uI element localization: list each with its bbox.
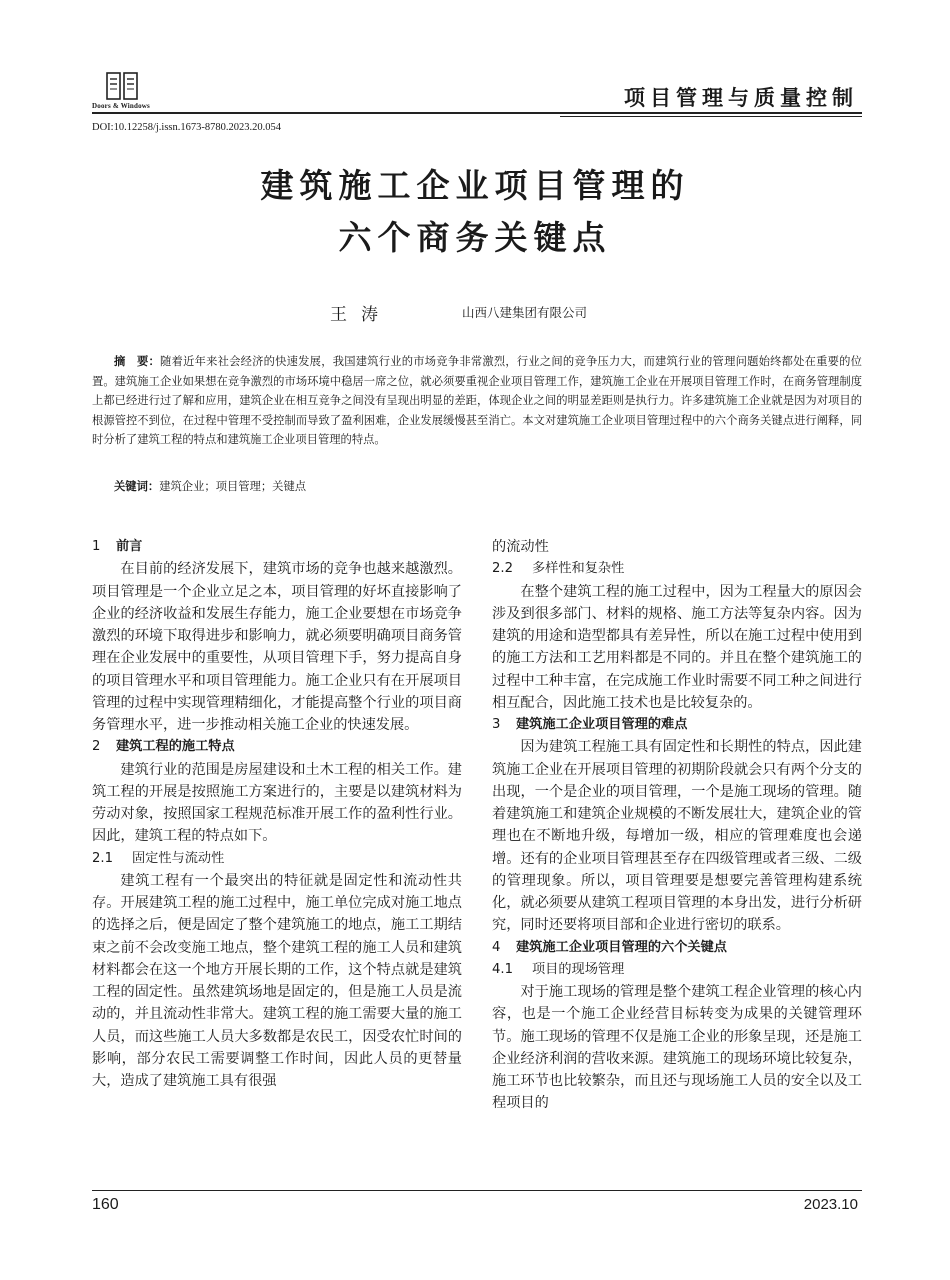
section-number: 4 bbox=[492, 939, 501, 955]
journal-logo bbox=[92, 72, 172, 114]
footer-divider bbox=[92, 1190, 862, 1191]
subsection-title-text: 多样性和复杂性 bbox=[532, 561, 625, 577]
affiliation: 山西八建集团有限公司 bbox=[462, 305, 588, 320]
article-title-line-1: 建筑施工企业项目管理的 bbox=[260, 166, 690, 205]
doi: DOI:10.12258/j.issn.1673-8780.2023.20.054 bbox=[92, 122, 281, 133]
keywords bbox=[114, 478, 306, 494]
section-title-text: 建筑施工企业项目管理的六个关键点 bbox=[516, 939, 727, 955]
abstract-text: 随着近年来社会经济的快速发展，我国建筑行业的市场竞争非常激烈，行业之间的竞争压力大，而建筑行业的管理问题始终都处在重要的位置。建筑施工企业如果想在竞争激烈的市场环境中稳居一席之位，就必须要重视企业项目管理工作，建筑施工企业在开展项目管理工作时，在商务管理制度上都已经进行过了解和应用，建筑企业在相互竞争之间没有呈现出明显的差距，体现企业之间的明显差距则是执行力。许多建筑施工企业就是因为对项目的根源管控不到位，在过程中管理不受控制而导致了盈利困难，企业发展缓慢甚至消亡。本文对建筑施工企业项目管理过程中的六个商务关键点进行阐释，同时分析了建筑工程的特点和建筑施工企业项目管理的特点。 bbox=[92, 355, 862, 446]
body-column-left bbox=[92, 536, 462, 1092]
section-title: 项目管理与质量控制 bbox=[624, 86, 858, 110]
subsection-heading bbox=[92, 848, 462, 870]
section-heading bbox=[92, 736, 462, 758]
section-title-text: 建筑施工企业项目管理的难点 bbox=[516, 717, 688, 732]
subsection-number: 2.2 bbox=[492, 561, 513, 577]
issue-date: 2023.10 bbox=[803, 1196, 858, 1213]
paragraph: 建筑工程有一个最突出的特征就是固定性和流动性共存。开展建筑工程的施工过程中，施工单位完成对施工地点的选择之后，便是固定了整个建筑施工的地点，施工工期结束之前不会改变施工地点，整个建筑工程的施工人员和建筑材料都会在这一个地方开展长期的工作，这个特点就是建筑工程的固定性。虽然建筑场地是固定的，但是施工人员是流动的，并且流动性非常大。建筑工程的施工需要大量的施工人员，而这些施工人员大多数都是农民工，因受农忙时间的影响，部分农民工需要调整工作时间，因此人员的更替量大，造成了建筑施工具有很强 bbox=[92, 872, 462, 1089]
keywords-label: 关键词： bbox=[114, 480, 160, 493]
section-number: 1 bbox=[92, 539, 101, 554]
paragraph: 在整个建筑工程的施工过程中，因为工程量大的原因会涉及到很多部门、材料的规格、施工方法等复杂内容。因为建筑的用途和造型都具有差异性，所以在施工过程中使用到的施工方法和工艺用料都是不同的。并且在整个建筑施工的过程中工种丰富，在完成施工作业时需要不同工种之间进行相互配合，因此施工技术也是比较复杂的。 bbox=[492, 583, 862, 711]
author: 王涛 bbox=[330, 305, 392, 325]
subsection-number: 2.1 bbox=[92, 850, 113, 866]
subsection-heading bbox=[492, 558, 862, 580]
page-number: 160 bbox=[92, 1196, 119, 1213]
article-title-line-2: 六个商务关键点 bbox=[338, 218, 612, 257]
header-divider bbox=[92, 112, 862, 114]
section-number: 3 bbox=[492, 717, 501, 732]
section-heading bbox=[92, 536, 462, 558]
subsection-title-text: 项目的现场管理 bbox=[532, 961, 625, 977]
section-heading bbox=[492, 937, 862, 959]
subsection-number: 4.1 bbox=[492, 961, 513, 977]
paragraph: 因为建筑工程施工具有固定性和长期性的特点，因此建筑施工企业在开展项目管理的初期阶段就会只有两个分支的出现，一个是企业的项目管理，一个是施工现场的管理。随着建筑施工和建筑企业规模的不断发展壮大，建筑企业的管理也在不断地升级，每增加一级，相应的管理难度也会递增。还有的企业项目管理甚至存在四级管理或者三级、二级的管理现象。所以，项目管理要是想要完善管理构建系统化，就必须要从建筑工程项目管理的本身出发，进行分析研究，同时还要将项目部和企业进行密切的联系。 bbox=[492, 739, 862, 934]
paragraph: 在目前的经济发展下，建筑市场的竞争也越来越激烈。项目管理是一个企业立足之本，项目管理的好坏直接影响了企业的经济收益和发展生存能力，施工企业要想在市场竞争激烈的环境下取得进步和影响力，就必须要明确项目商务管理在企业发展中的重要性，从项目管理下手，努力提高自身的项目管理水平和项目管理能力。施工企业只有在开展项目管理的过程中实现管理精细化，才能提高整个行业的项目商务管理水平，进一步推动相关施工企业的快速发展。 bbox=[92, 561, 462, 733]
paragraph-continuation: 的流动性 bbox=[492, 539, 549, 555]
abstract-label: 摘 要： bbox=[114, 355, 161, 368]
abstract bbox=[92, 352, 862, 450]
body-column-right bbox=[492, 536, 862, 1115]
keywords-text: 建筑企业；项目管理；关键点 bbox=[159, 480, 307, 493]
subsection-title-text: 固定性与流动性 bbox=[132, 850, 225, 866]
section-heading bbox=[492, 714, 862, 736]
subsection-heading bbox=[492, 959, 862, 981]
header-divider-thin bbox=[560, 116, 862, 117]
logo-text: Doors & Windows bbox=[92, 102, 150, 110]
paragraph: 建筑行业的范围是房屋建设和土木工程的相关工作。建筑工程的开展是按照施工方案进行的，主要是以建筑材料为劳动对象，按照国家工程规范标准开展工作的盈利性行业。因此，建筑工程的特点如下。 bbox=[92, 761, 462, 845]
section-title-text: 建筑工程的施工特点 bbox=[116, 739, 235, 755]
doors-windows-logo-icon bbox=[106, 72, 138, 100]
section-number: 2 bbox=[92, 739, 101, 755]
section-title-text: 前言 bbox=[116, 539, 143, 554]
paragraph: 对于施工现场的管理是整个建筑工程企业管理的核心内容，也是一个施工企业经营目标转变为成果的关键管理环节。施工现场的管理不仅是施工企业的形象呈现，还是施工企业经济利润的营收来源。建筑施工的现场环境比较复杂，施工环节也比较繁杂，而且还与现场施工人员的安全以及工程项目的 bbox=[492, 984, 862, 1112]
